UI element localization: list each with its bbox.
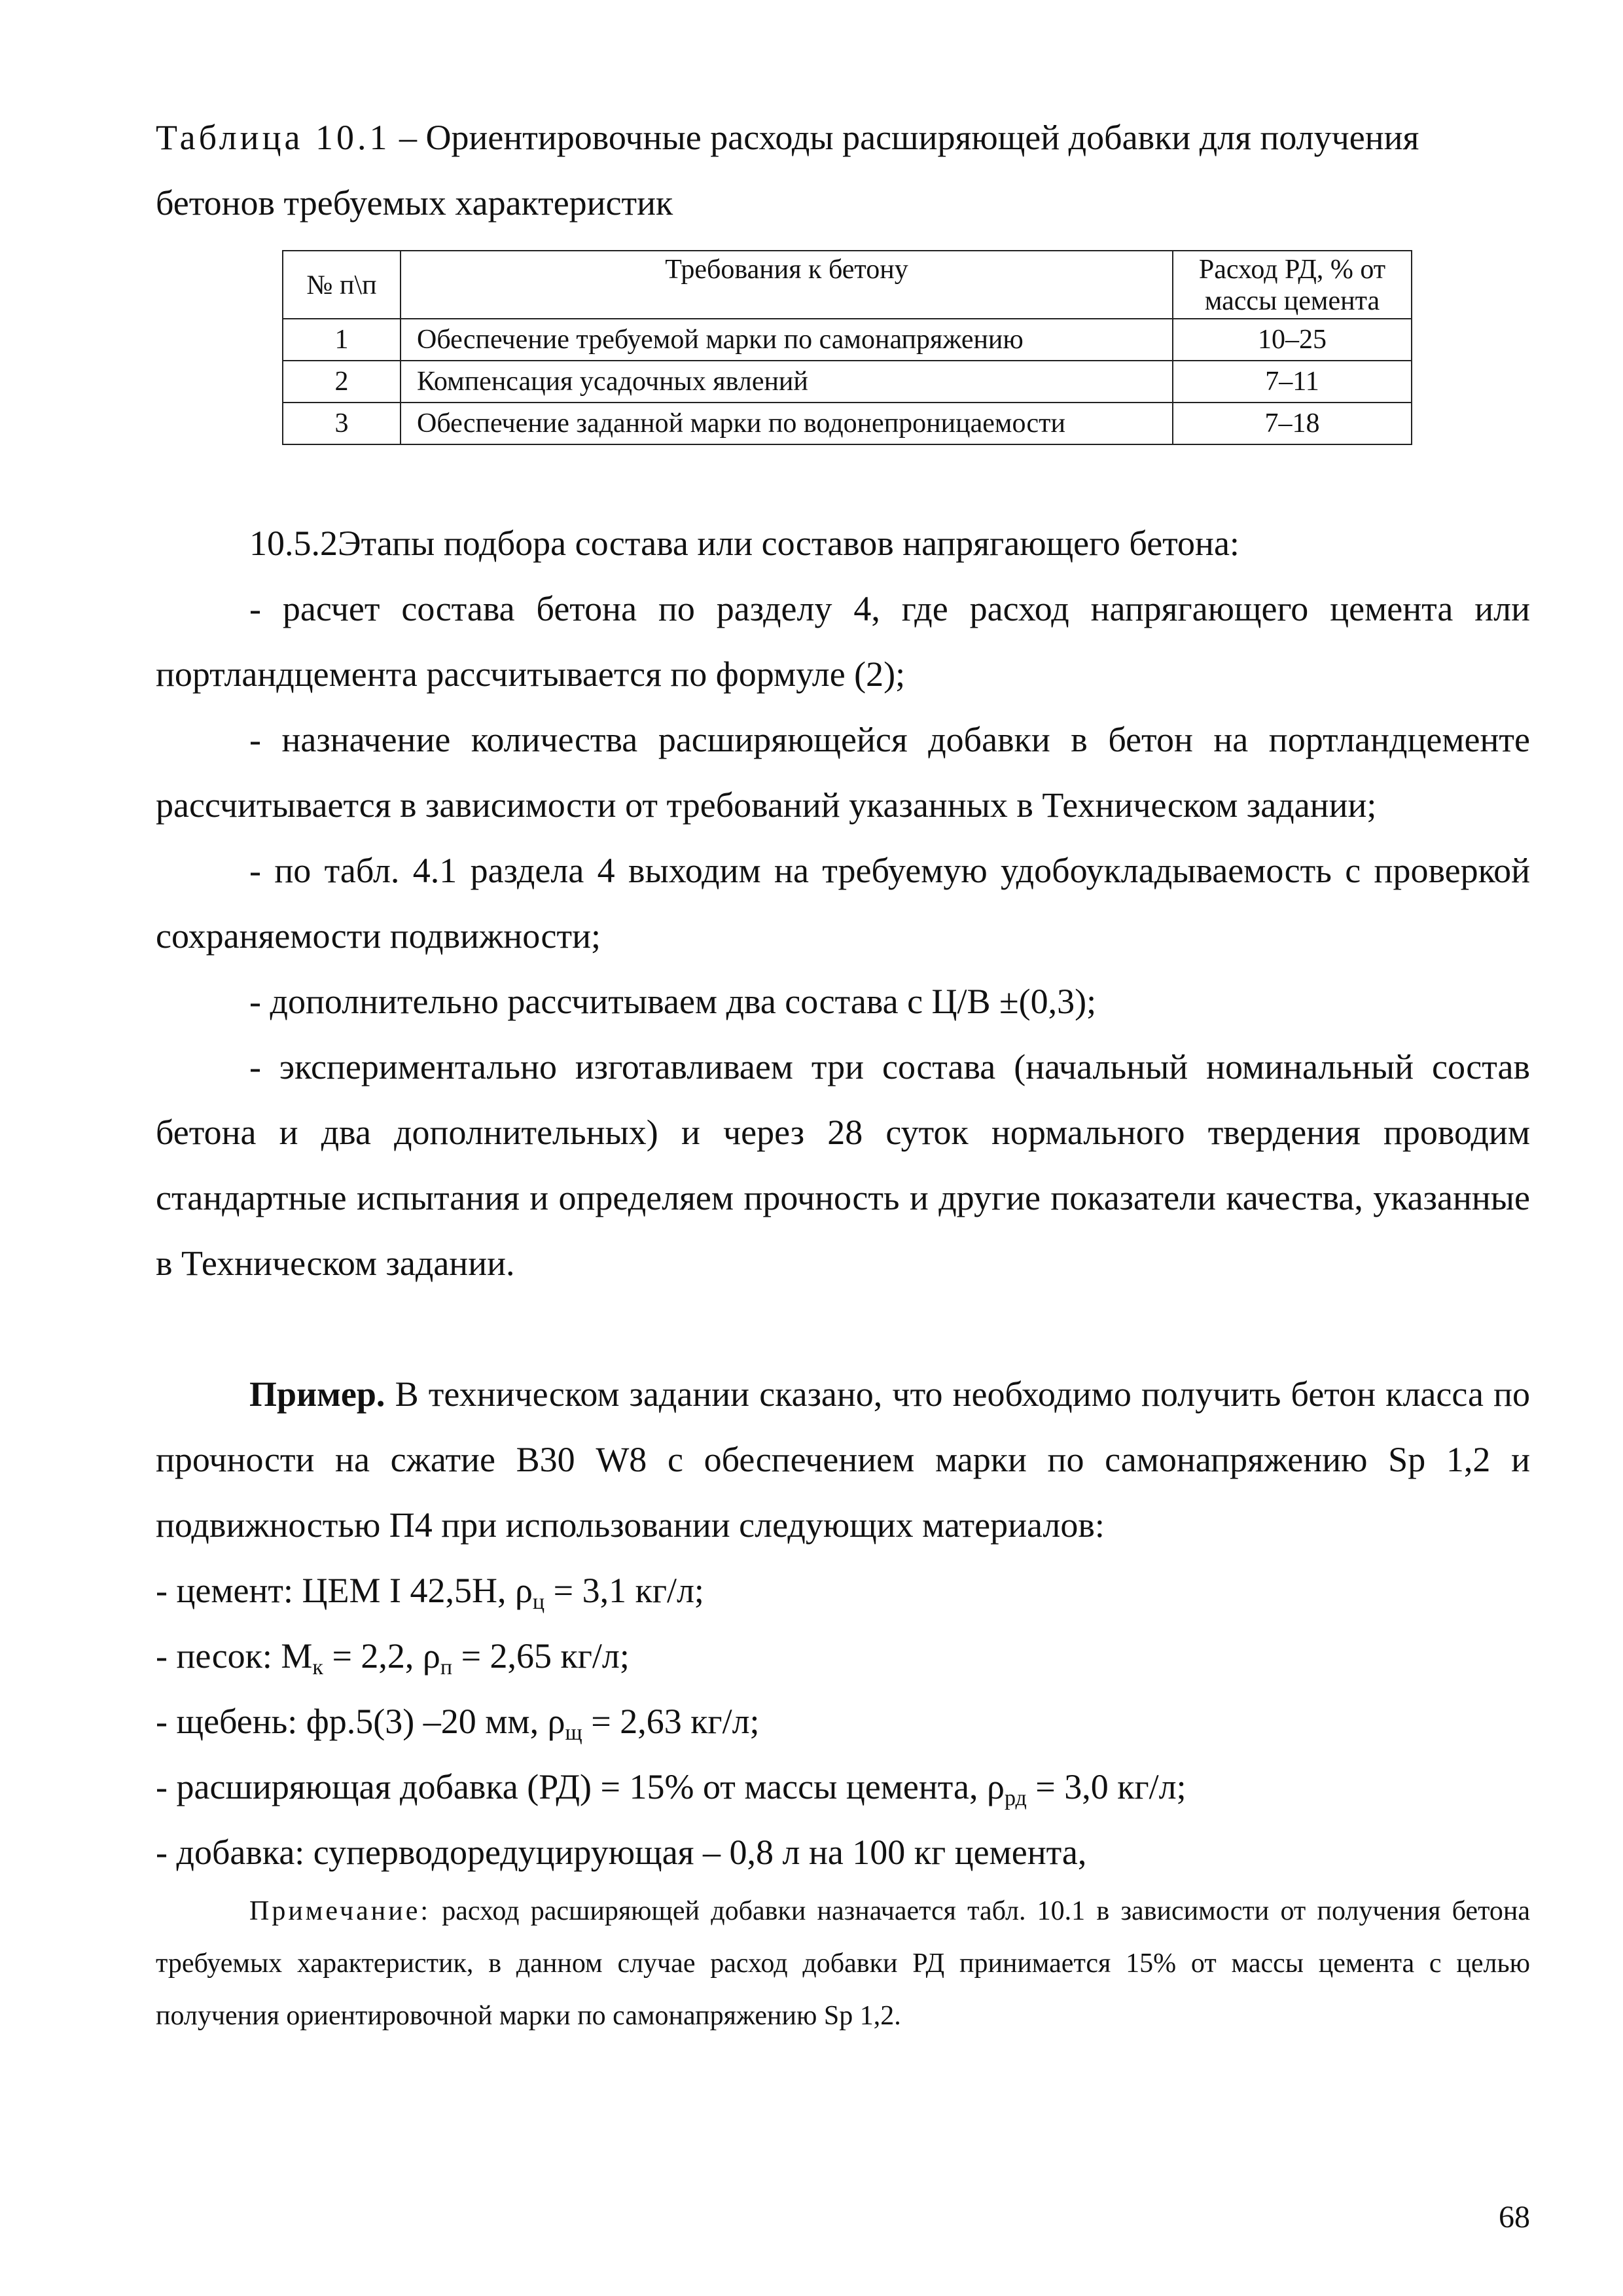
row-number: 1 <box>283 319 401 361</box>
material-text: = 3,1 кг/л; <box>544 1571 704 1610</box>
header-rate: Расход РД, % от массы цемента <box>1173 251 1412 319</box>
row-number: 2 <box>283 361 401 403</box>
table-row <box>283 319 1412 361</box>
table-header-row <box>283 251 1412 319</box>
step-item: - расчет состава бетона по разделу 4, где расход напрягающего цемента или портландцемента рассчитывается по формуле (2); <box>156 589 1530 694</box>
material-subscript: ц <box>532 1590 545 1614</box>
material-cement <box>156 1558 1530 1623</box>
header-number: № п\п <box>283 251 401 319</box>
note-paragraph <box>156 1885 1530 2042</box>
material-sand <box>156 1623 1530 1689</box>
step-item: - экспериментально изготавливаем три состава (начальный номинальный состав бетона и два дополнительных) и через 28 суток нормального твердения проводим стандартные испытания и определяем прочность и другие показатели качества, указанные в Техническом задании. <box>156 1047 1530 1283</box>
header-requirement: Требования к бетону <box>401 251 1173 319</box>
step-item: - по табл. 4.1 раздела 4 выходим на требуемую удобоукладываемость с проверкой сохраняемости подвижности; <box>156 851 1530 956</box>
material-text: - песок: М <box>156 1636 313 1676</box>
example-paragraph <box>156 1361 1530 1558</box>
material-subscript: к <box>312 1655 323 1679</box>
material-text: = 2,65 кг/л; <box>452 1636 630 1676</box>
page-number: 68 <box>1499 2200 1530 2234</box>
material-gravel <box>156 1689 1530 1754</box>
step-item: - назначение количества расширяющейся добавки в бетон на портландцементе рассчитывается в зависимости от требований указанных в Техническом задании; <box>156 720 1530 825</box>
step-item: - дополнительно рассчитываем два состава с Ц/В ±(0,3); <box>249 982 1097 1021</box>
material-admixture: - добавка: суперводоредуцирующая – 0,8 л на 100 кг цемента, <box>156 1833 1087 1872</box>
material-subscript: рд <box>1004 1786 1027 1810</box>
example-text: В техническом задании сказано, что необходимо получить бетон класса по прочности на сжатие В30 W8 с обеспечением марки по самонапряжению Sp 1,2 и подвижностью П4 при использовании следующих материалов: <box>156 1374 1530 1545</box>
document-page <box>156 105 1530 2042</box>
row-number: 3 <box>283 403 401 444</box>
example-label: Пример. <box>249 1374 385 1414</box>
material-text: = 2,63 кг/л; <box>582 1702 760 1741</box>
row-rate: 7–11 <box>1173 361 1412 403</box>
material-expander <box>156 1754 1530 1820</box>
table-caption <box>156 105 1530 236</box>
material-subscript: п <box>440 1655 453 1679</box>
material-text: = 2,2, ρ <box>323 1636 440 1676</box>
expander-rate-table <box>282 250 1412 445</box>
material-subscript: щ <box>565 1721 582 1745</box>
material-text: - цемент: ЦЕМ I 42,5Н, ρ <box>156 1571 533 1610</box>
row-requirement: Компенсация усадочных явлений <box>401 361 1173 403</box>
row-rate: 10–25 <box>1173 319 1412 361</box>
note-label: Примечание: <box>249 1896 431 1926</box>
row-requirement: Обеспечение требуемой марки по самонапряжению <box>401 319 1173 361</box>
table-caption-label: Таблица 10.1 <box>156 118 391 157</box>
note-text: расход расширяющей добавки назначается табл. 10.1 в зависимости от получения бетона требуемых характеристик, в данном случае расход добавки РД принимается 15% от массы цемента с целью получения ориентировочной марки по самонапряжению Sp 1,2. <box>156 1896 1530 2031</box>
table-row <box>283 361 1412 403</box>
table-row <box>283 403 1412 444</box>
material-text: - щебень: фр.5(3) –20 мм, ρ <box>156 1702 565 1741</box>
material-text: = 3,0 кг/л; <box>1026 1767 1186 1806</box>
row-requirement: Обеспечение заданной марки по водонепроницаемости <box>401 403 1173 444</box>
row-rate: 7–18 <box>1173 403 1412 444</box>
section-heading: 10.5.2Этапы подбора состава или составов напрягающего бетона: <box>249 524 1240 563</box>
table-caption-text: – Ориентировочные расходы расширяющей добавки для получения бетонов требуемых характеристик <box>156 118 1419 223</box>
material-text: - расширяющая добавка (РД) = 15% от массы цемента, ρ <box>156 1767 1005 1806</box>
